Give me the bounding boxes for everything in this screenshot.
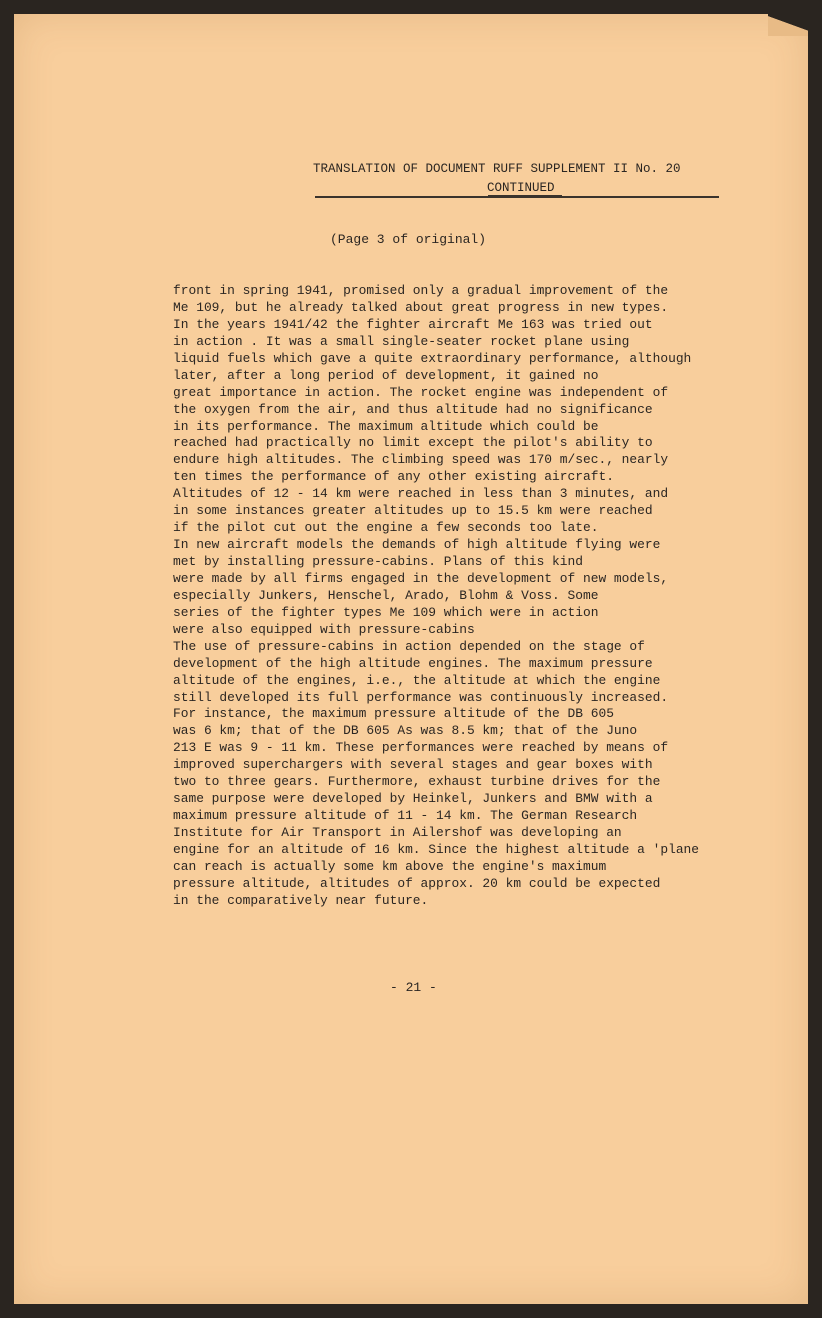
text-line: the oxygen from the air, and thus altitude had no significance [173,401,653,417]
text-line: The use of pressure-cabins in action depended on the stage of [173,638,645,654]
text-line: pressure altitude, altitudes of approx. 20 km could be expected [173,875,661,891]
subtitle-underline [488,195,562,196]
text-line: altitude of the engines, i.e., the altitude at which the engine [173,672,661,688]
text-line: great importance in action. The rocket engine was independent of [173,384,669,400]
text-line: front in spring 1941, promised only a gradual improvement of the [173,283,669,298]
text-line: were made by all firms engaged in the development of new models, [173,570,669,586]
text-line: Altitudes of 12 - 14 km were reached in less than 3 minutes, and [173,486,669,502]
text-line: met by installing pressure-cabins. Plans of this kind [173,554,583,569]
text-line: if the pilot cut out the engine a few seconds too late. [173,520,599,536]
text-line: improved superchargers with several stages and gear boxes with [173,757,653,773]
page-number: - 21 - [390,980,437,995]
text-line: still developed its full performance was continuously increased. [173,689,669,705]
text-line: maximum pressure altitude of 11 - 14 km. The German Research [173,808,638,824]
text-line: ten times the performance of any other existing aircraft. [173,469,614,485]
text-line: in the comparatively near future. [173,892,429,908]
text-line: especially Junkers, Henschel, Arado, Blohm & Voss. Some [173,587,599,603]
folded-corner [768,14,808,36]
text-line: 213 E was 9 - 11 km. These performances were reached by means of [173,740,669,756]
text-line: In new aircraft models the demands of high altitude flying were [173,537,661,553]
body-text [173,283,699,910]
text-line: endure high altitudes. The climbing speed was 170 m/sec., nearly [173,452,669,468]
text-line: same purpose were developed by Heinkel, Junkers and BMW with a [173,791,653,807]
text-line: development of the high altitude engines. The maximum pressure [173,655,653,671]
text-line: For instance, the maximum pressure altitude of the DB 605 [173,706,614,722]
text-line: in some instances greater altitudes up to 15.5 km were reached [173,503,653,519]
text-line: later, after a long period of development, it gained no [173,367,599,383]
text-line: liquid fuels which gave a quite extraordinary performance, although [173,350,692,366]
text-line: was 6 km; that of the DB 605 As was 8.5 km; that of the Juno [173,723,638,739]
text-line: reached had practically no limit except the pilot's ability to [173,435,653,451]
text-line: series of the fighter types Me 109 which were in action [173,604,599,620]
text-line: were also equipped with pressure-cabins [173,621,475,637]
page-reference-note: (Page 3 of original) [330,232,487,247]
text-line: engine for an altitude of 16 km. Since the highest altitude a 'plane [173,841,700,857]
text-line: in its performance. The maximum altitude which could be [173,418,599,434]
text-line: two to three gears. Furthermore, exhaust turbine drives for the [173,774,661,790]
document-subtitle: CONTINUED [487,181,555,195]
document-title: TRANSLATION OF DOCUMENT RUFF SUPPLEMENT II No. 20 [313,162,681,176]
title-rule [315,196,719,198]
text-line: in action . It was a small single-seater rocket plane using [173,333,630,349]
text-line: Me 109, but he already talked about great progress in new types. [173,299,669,315]
text-line: can reach is actually some km above the engine's maximum [173,858,607,874]
text-line: Institute for Air Transport in Ailershof was developing an [173,825,622,840]
text-line: In the years 1941/42 the fighter aircraft Me 163 was tried out [173,316,653,332]
